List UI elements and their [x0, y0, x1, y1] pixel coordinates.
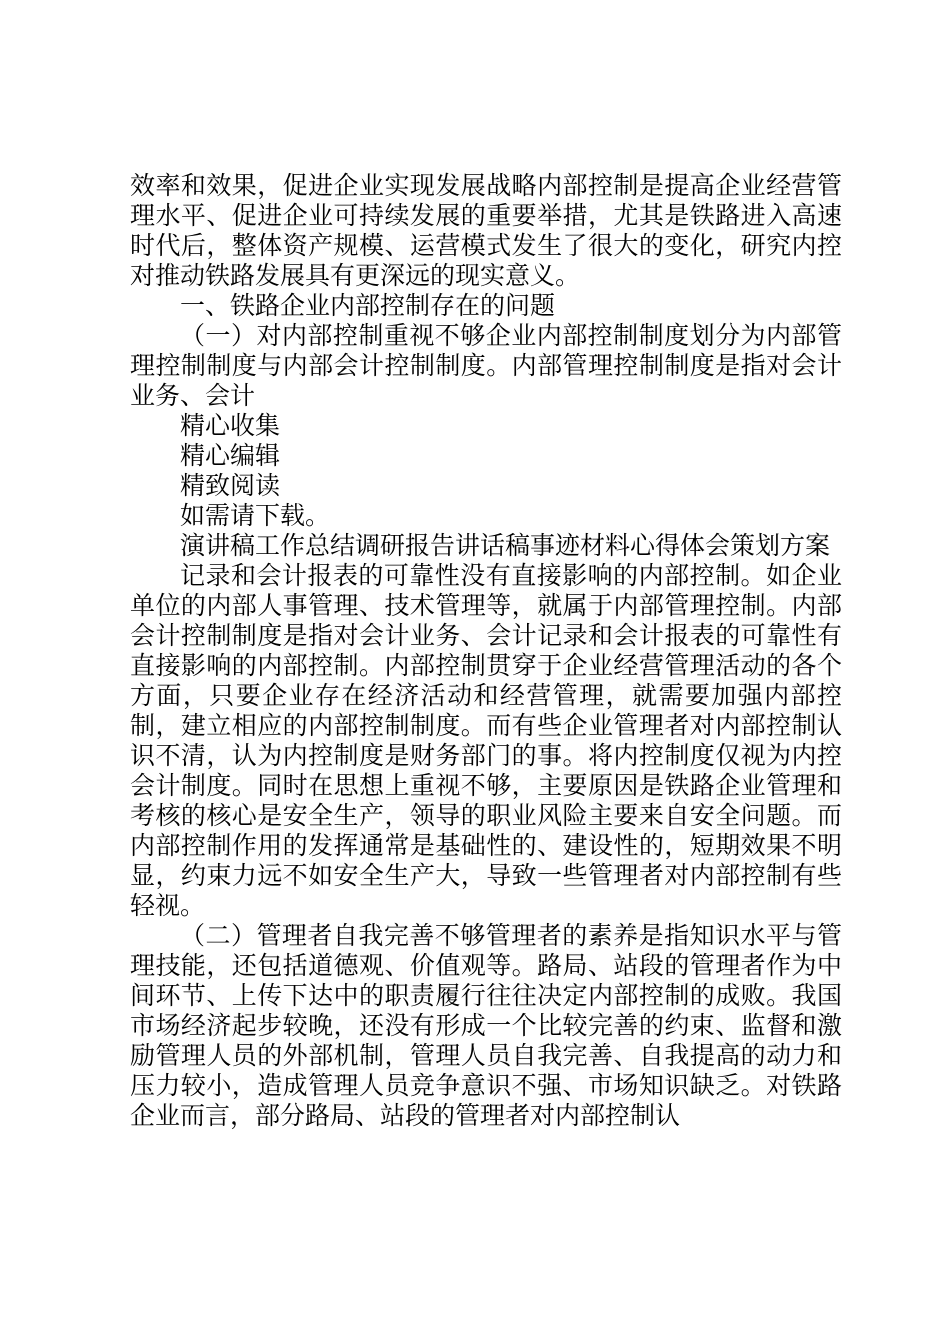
document-body	[130, 171, 842, 1131]
paragraph-subsection-1: （一）对内部控制重视不够企业内部控制制度划分为内部管理控制制度与内部会计控制制度。内部管理控制制度是指对会计业务、会计	[130, 321, 842, 410]
line-download: 如需请下载。	[180, 501, 331, 530]
paragraph-doc-types: 演讲稿工作总结调研报告讲话稿事迹材料心得体会策划方案	[180, 531, 831, 560]
section-heading-problems: 一、铁路企业内部控制存在的问题	[180, 291, 556, 320]
paragraph-intro: 效率和效果，促进企业实现发展战略内部控制是提高企业经营管理水平、促进企业可持续发展的重要举措，尤其是铁路进入高速时代后，整体资产规模、运营模式发生了很大的变化，研究内控对推动铁路发展具有更深远的现实意义。	[130, 171, 842, 290]
paragraph-subsection-2: （二）管理者自我完善不够管理者的素养是指知识水平与管理技能，还包括道德观、价值观等。路局、站段的管理者作为中间环节、上传下达中的职责履行往往决定内部控制的成败。我国市场经济起步较晚，还没有形成一个比较完善的约束、监督和激励管理人员的外部机制，管理人员自我完善、自我提高的动力和压力较小，造成管理人员竞争意识不强、市场知识缺乏。对铁路企业而言，部分路局、站段的管理者对内部控制认	[130, 921, 842, 1130]
line-collected: 精心收集	[180, 411, 281, 440]
line-reading: 精致阅读	[180, 471, 281, 500]
line-edited: 精心编辑	[180, 441, 281, 470]
paragraph-internal-control: 记录和会计报表的可靠性没有直接影响的内部控制。如企业单位的内部人事管理、技术管理等，就属于内部管理控制。内部会计控制制度是指对会计业务、会计记录和会计报表的可靠性有直接影响的内部控制。内部控制贯穿于企业经营管理活动的各个方面，只要企业存在经济活动和经营管理，就需要加强内部控制，建立相应的内部控制制度。而有些企业管理者对内部控制认识不清，认为内控制度是财务部门的事。将内控制度仅视为内控会计制度。同时在思想上重视不够，主要原因是铁路企业管理和考核的核心是安全生产，领导的职业风险主要来自安全问题。而内部控制作用的发挥通常是基础性的、建设性的，短期效果不明显，约束力远不如安全生产大，导致一些管理者对内部控制有些轻视。	[130, 561, 842, 920]
